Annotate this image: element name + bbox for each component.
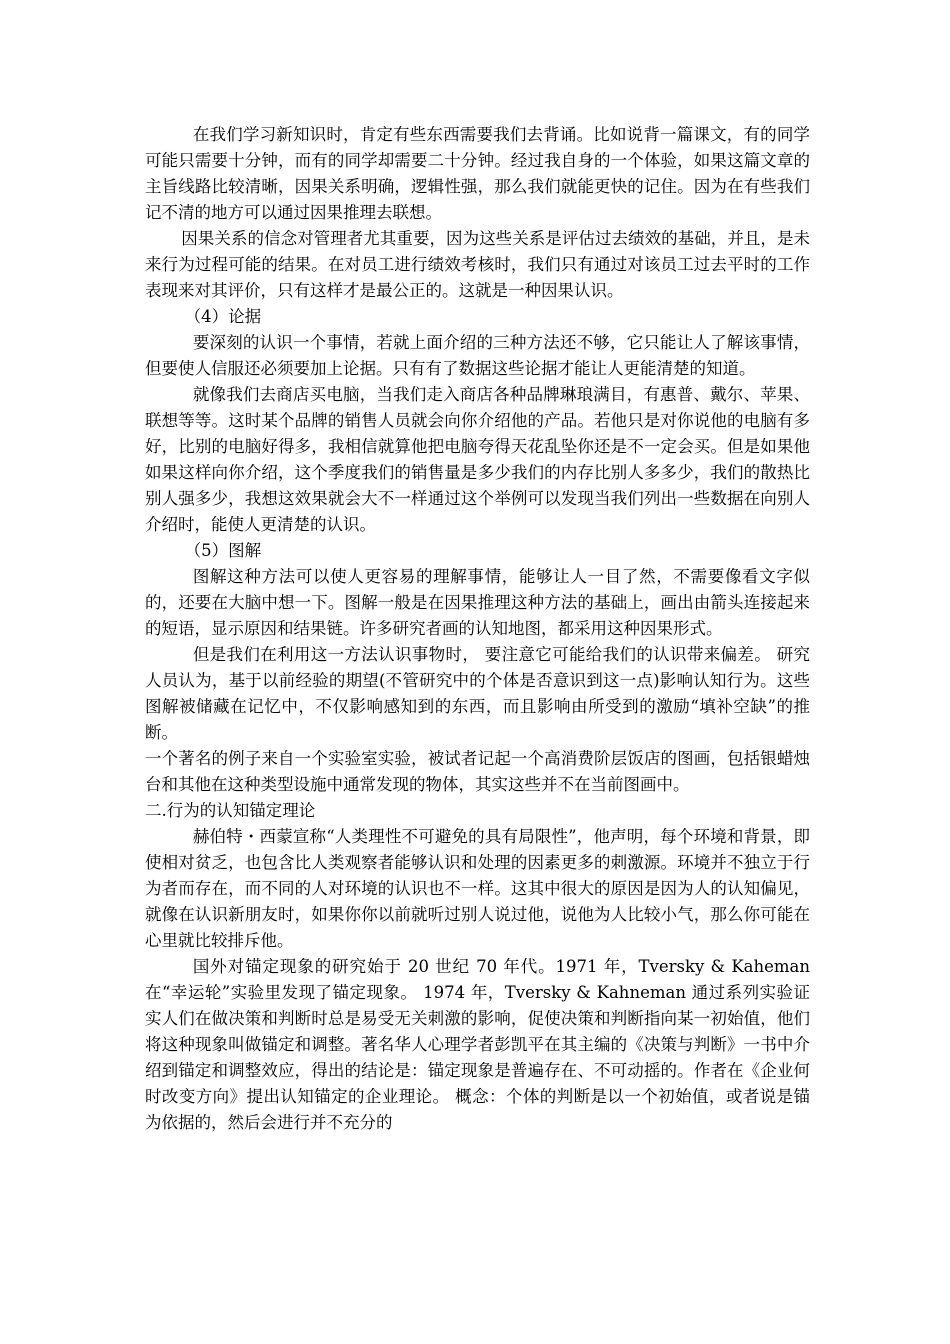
paragraph-causality-management: 因果关系的信念对管理者尤其重要，因为这些关系是评估过去绩效的基础，并且，是未来行为过程可能的结果。在对员工进行绩效考核时，我们只有通过对该员工过去平时的工作表现来对其评价，只有这样才是最公正的。这就是一种因果认识。	[145, 229, 810, 300]
paragraph-simon-rationality: 赫伯特・西蒙宣称“人类理性不可避免的具有局限性”，他声明，每个环境和背景，即使相对贫乏，也包含比人类观察者能够认识和处理的因素更多的刺激源。环境并不独立于行为者而存在，而不同的人对环境的认识也不一样。这其中很大的原因是因为人的认知偏见，就像在认识新朋友时，如果你你以前就听过别人说过他，说他为人比较小气，那么你可能在心里就比较排斥他。	[145, 827, 810, 950]
section-heading-anchoring-theory: 二.行为的认知锚定理论	[145, 801, 316, 820]
paragraph-diagram-bias: 但是我们在利用这一方法认识事物时， 要注意它可能给我们的认识带来偏差。 研究人员认为，基于以前经验的期望(不管研究中的个体是否意识到这一点)影响认知行为。这些图解被储藏在记忆中，不仅影响感知到的东西，而且影响由所受到的激励“填补空缺”的推断。	[145, 645, 810, 742]
paragraph-memorization: 在我们学习新知识时，肯定有些东西需要我们去背诵。比如说背一篇课文，有的同学可能只需要十分钟，而有的同学却需要二十分钟。经过我自身的一个体验，如果这篇文章的主旨线路比较清晰，因果关系明确，逻辑性强，那么我们就能更快的记住。因为在有些我们记不清的地方可以通过因果推理去联想。	[145, 125, 810, 222]
subheading-diagram: （5）图解	[184, 541, 262, 560]
paragraph-diagram-intro: 图解这种方法可以使人更容易的理解事情，能够让人一目了然，不需要像看文字似的，还要在大脑中想一下。图解一般是在因果推理这种方法的基础上，画出由箭头连接起来的短语，显示原因和结果链。许多研究者画的认知地图，都采用这种因果形式。	[145, 567, 810, 638]
paragraph-restaurant-example: 一个著名的例子来自一个实验室实验，被试者记起一个高消费阶层饭店的图画，包括银蜡烛台和其他在这种类型设施中通常发现的物体，其实这些并不在当前图画中。	[145, 749, 810, 794]
paragraph-evidence-intro: 要深刻的认识一个事情，若就上面介绍的三种方法还不够，它只能让人了解该事情，但要使人信服还必须要加上论据。只有有了数据这些论据才能让人更能清楚的知道。	[145, 333, 810, 378]
paragraph-anchoring-research: 国外对锚定现象的研究始于 20 世纪 70 年代。1971 年，Tversky & Kaheman 在“幸运轮”实验里发现了锚定现象。 1974 年，Tversky & Kahneman 通过系列实验证实人们在做决策和判断时总是易受无关刺激的影响，促使决策和判断指向某一初始值，他们将这种现象叫做锚定和调整。著名华人心理学者彭凯平在其主编的《决策与判断》一书中介绍到锚定和调整效应，得出的结论是：锚定现象是普遍存在、不可动摇的。作者在《企业何时改变方向》提出认知锚定的企业理论。 概念：个体的判断是以一个初始值，或者说是锚为依据的，然后会进行并不充分的	[145, 957, 810, 1132]
subheading-evidence: （4）论据	[184, 307, 262, 326]
document-page	[145, 122, 810, 1136]
paragraph-computer-example: 就像我们去商店买电脑，当我们走入商店各种品牌琳琅满目，有惠普、戴尔、苹果、联想等等。这时某个品牌的销售人员就会向你介绍他的产品。若他只是对你说他的电脑有多好，比别的电脑好得多，我相信就算他把电脑夸得天花乱坠你还是不一定会买。但是如果他如果这样向你介绍，这个季度我们的销售量是多少我们的内存比别人多多少，我们的散热比别人强多少，我想这效果就会大不一样通过这个举例可以发现当我们列出一些数据在向别人介绍时，能使人更清楚的认识。	[145, 385, 810, 534]
